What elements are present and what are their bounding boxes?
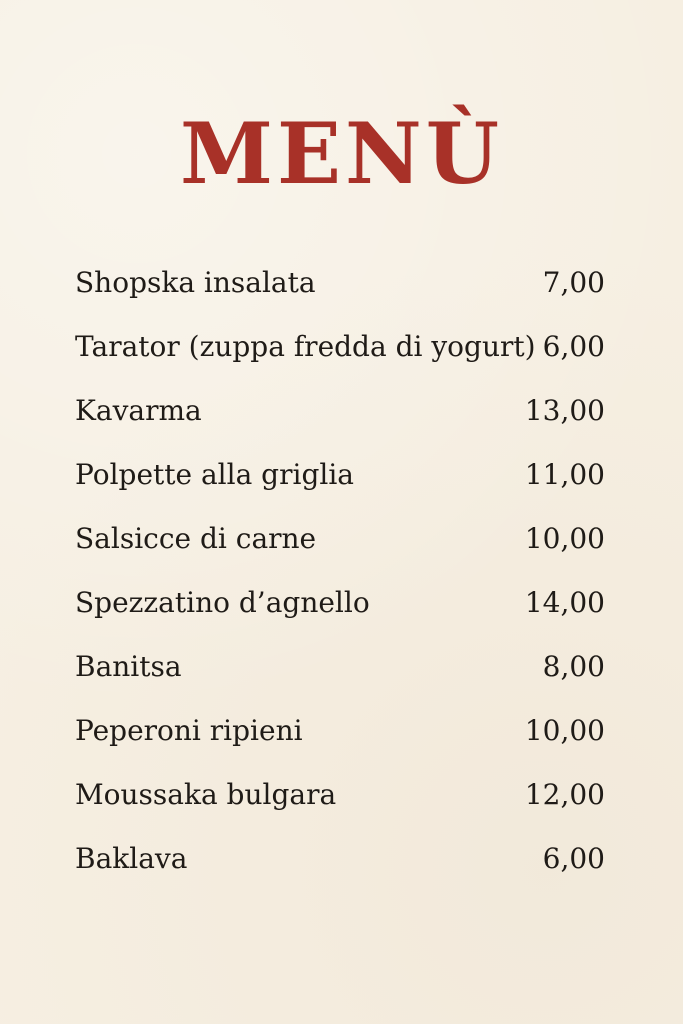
dish-name: Moussaka bulgara bbox=[75, 778, 337, 811]
menu-item bbox=[75, 699, 605, 763]
dish-price: 10,00 bbox=[524, 714, 605, 747]
menu-title: MENÙ bbox=[179, 104, 504, 203]
menu-item bbox=[75, 379, 605, 443]
menu-item bbox=[75, 507, 605, 571]
menu-list bbox=[75, 251, 605, 891]
dish-price: 11,00 bbox=[524, 458, 605, 491]
dish-price: 12,00 bbox=[524, 778, 605, 811]
menu-item bbox=[75, 571, 605, 635]
dish-price: 6,00 bbox=[542, 330, 605, 363]
dish-name: Tarator (zuppa fredda di yogurt) bbox=[75, 330, 536, 363]
dish-price: 10,00 bbox=[524, 522, 605, 555]
dish-name: Shopska insalata bbox=[75, 266, 316, 299]
menu-item bbox=[75, 763, 605, 827]
menu-item bbox=[75, 251, 605, 315]
dish-price: 8,00 bbox=[542, 650, 605, 683]
dish-name: Polpette alla griglia bbox=[75, 458, 354, 491]
menu-item bbox=[75, 827, 605, 891]
menu-item bbox=[75, 315, 605, 379]
dish-price: 6,00 bbox=[542, 842, 605, 875]
dish-price: 7,00 bbox=[542, 266, 605, 299]
dish-name: Peperoni ripieni bbox=[75, 714, 303, 747]
menu-item bbox=[75, 443, 605, 507]
dish-price: 14,00 bbox=[524, 586, 605, 619]
dish-name: Kavarma bbox=[75, 394, 202, 427]
dish-name: Spezzatino d’agnello bbox=[75, 586, 370, 619]
dish-price: 13,00 bbox=[524, 394, 605, 427]
menu-item bbox=[75, 635, 605, 699]
dish-name: Banitsa bbox=[75, 650, 182, 683]
dish-name: Baklava bbox=[75, 842, 188, 875]
dish-name: Salsicce di carne bbox=[75, 522, 317, 555]
